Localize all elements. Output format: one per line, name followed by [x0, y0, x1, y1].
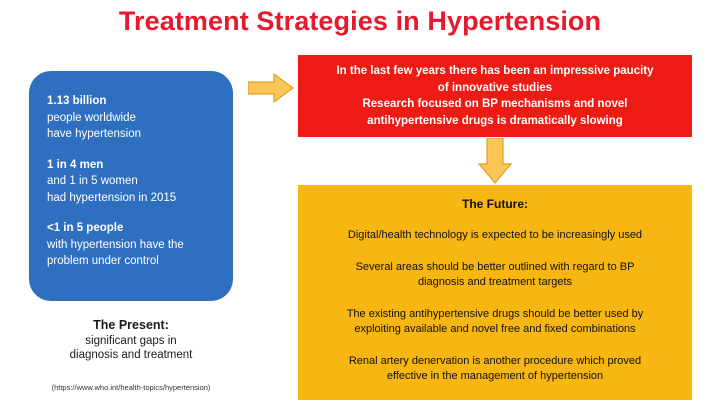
- future-item-line: exploiting available and novel free and fixed combinations: [354, 323, 636, 335]
- stat-group-prevalence: [47, 93, 215, 143]
- present-caption-line: significant gaps in: [85, 335, 177, 347]
- future-item: [312, 228, 678, 244]
- stat-line: problem under control: [47, 255, 159, 267]
- future-item: [312, 307, 678, 338]
- stat-line: <1 in 5 people: [47, 222, 124, 234]
- stat-line: have hypertension: [47, 128, 141, 140]
- future-item-line: Renal artery denervation is another procedure which proved: [348, 354, 642, 367]
- future-item: [312, 260, 678, 291]
- future-item-line: Several areas should be better outlined with regard to BP: [355, 260, 635, 273]
- current-state-panel: [298, 55, 692, 137]
- red-box-line: of innovative studies: [437, 81, 553, 94]
- future-panel: [298, 185, 692, 400]
- stat-line: with hypertension have the: [47, 238, 184, 251]
- arrow-down-icon: [477, 138, 513, 184]
- statistics-panel: [29, 71, 233, 301]
- present-caption-title: The Present:: [93, 318, 169, 332]
- stat-line: 1 in 4 men: [47, 158, 104, 171]
- stat-line: had hypertension in 2015: [47, 191, 177, 204]
- stat-line: 1.13 billion: [47, 95, 107, 107]
- present-caption: [22, 318, 240, 362]
- future-panel-title: The Future:: [462, 197, 528, 211]
- future-item-line: effective in the management of hypertension: [386, 370, 604, 382]
- arrow-right-icon: [248, 72, 294, 104]
- page-title: Treatment Strategies in Hypertension: [118, 6, 602, 36]
- stat-group-control: [47, 220, 215, 270]
- red-box-line: antihypertensive drugs is dramatically slowing: [367, 114, 623, 127]
- future-item-line: Digital/health technology is expected to be increasingly used: [347, 229, 643, 241]
- red-box-line: Research focused on BP mechanisms and novel: [362, 98, 628, 110]
- source-url: (https://www.who.int/health-topics/hypertension): [51, 383, 211, 392]
- future-item-line: The existing antihypertensive drugs should be better used by: [346, 307, 644, 320]
- present-caption-line: diagnosis and treatment: [69, 349, 193, 361]
- future-item: [312, 354, 678, 385]
- future-item-line: diagnosis and treatment targets: [417, 276, 573, 288]
- stat-group-gender: [47, 157, 215, 207]
- stat-line: and 1 in 5 women: [47, 175, 138, 187]
- stat-line: people worldwide: [47, 111, 136, 124]
- red-box-line: In the last few years there has been an impressive paucity: [336, 65, 654, 77]
